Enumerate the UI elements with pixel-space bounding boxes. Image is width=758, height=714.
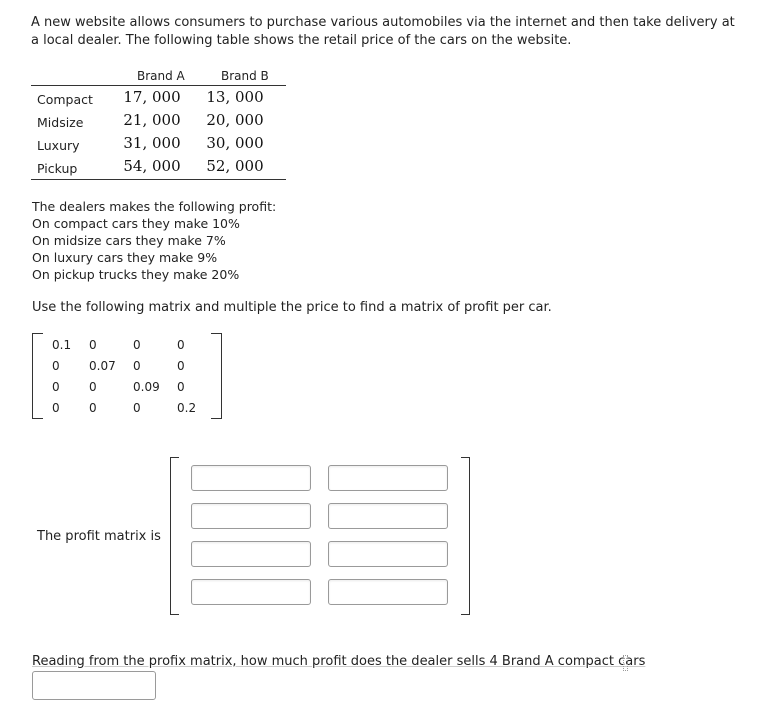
table-top-rule	[31, 85, 286, 86]
matrix-cell: 0.07	[89, 359, 116, 373]
price-pickup-brand-b: 52, 000	[206, 157, 264, 175]
row-label-luxury: Luxury	[37, 138, 80, 153]
profit-line-compact: On compact cars they make 10%	[32, 216, 240, 231]
matrix-cell: 0	[52, 359, 60, 373]
matrix-cell: 0.1	[52, 338, 72, 352]
matrix-cell: 0	[133, 359, 141, 373]
profit-input-luxury-brand-b[interactable]	[328, 541, 448, 567]
profit-heading: The dealers makes the following profit:	[32, 199, 277, 214]
price-luxury-brand-a: 31, 000	[123, 134, 181, 152]
profit-matrix-left-bracket	[170, 457, 179, 615]
price-pickup-brand-a: 54, 000	[123, 157, 181, 175]
profit-input-luxury-brand-a[interactable]	[191, 541, 311, 567]
final-answer-input[interactable]	[32, 671, 156, 700]
profit-input-compact-brand-a[interactable]	[191, 465, 311, 491]
matrix-cell: 0	[133, 338, 141, 352]
profit-line-midsize: On midsize cars they make 7%	[32, 233, 226, 248]
row-label-compact: Compact	[37, 92, 93, 107]
profit-line-pickup: On pickup trucks they make 20%	[32, 267, 240, 282]
header-brand-b: Brand B	[221, 69, 269, 83]
matrix-cell: 0.2	[177, 401, 197, 415]
profit-input-compact-brand-b[interactable]	[328, 465, 448, 491]
price-luxury-brand-b: 30, 000	[206, 134, 264, 152]
matrix-right-bracket	[211, 333, 222, 419]
table-bottom-rule	[31, 179, 286, 180]
profit-info	[32, 198, 276, 283]
matrix-instruction: Use the following matrix and multiple the price to find a matrix of profit per car.	[32, 300, 552, 315]
row-label-midsize: Midsize	[37, 115, 84, 130]
profit-input-midsize-brand-a[interactable]	[191, 503, 311, 529]
intro-text: A new website allows consumers to purchase various automobiles via the internet and then take delivery at a local dealer. The following table shows the retail price of the cars on the website.	[31, 15, 735, 48]
matrix-cell: 0.09	[133, 380, 160, 394]
matrix-cell: 0	[177, 359, 185, 373]
price-compact-brand-b: 13, 000	[206, 88, 264, 106]
row-label-pickup: Pickup	[37, 161, 78, 176]
price-compact-brand-a: 17, 000	[123, 88, 181, 106]
profit-matrix-right-bracket	[461, 457, 470, 615]
matrix-cell: 0	[133, 401, 141, 415]
matrix-left-bracket	[32, 333, 43, 419]
price-midsize-brand-a: 21, 000	[123, 111, 181, 129]
profit-matrix-label: The profit matrix is	[37, 529, 161, 544]
text-cursor	[623, 655, 628, 671]
price-midsize-brand-b: 20, 000	[206, 111, 264, 129]
matrix-cell: 0	[177, 338, 185, 352]
matrix-cell: 0	[89, 401, 97, 415]
profit-input-pickup-brand-b[interactable]	[328, 579, 448, 605]
header-brand-a: Brand A	[137, 69, 185, 83]
final-question: Reading from the profix matrix, how much profit does the dealer sells 4 Brand A compact cars	[32, 654, 646, 669]
profit-input-midsize-brand-b[interactable]	[328, 503, 448, 529]
matrix-cell: 0	[177, 380, 185, 394]
profit-line-luxury: On luxury cars they make 9%	[32, 250, 218, 265]
matrix-cell: 0	[89, 380, 97, 394]
matrix-cell: 0	[52, 380, 60, 394]
matrix-cell: 0	[89, 338, 97, 352]
profit-input-pickup-brand-a[interactable]	[191, 579, 311, 605]
matrix-cell: 0	[52, 401, 60, 415]
